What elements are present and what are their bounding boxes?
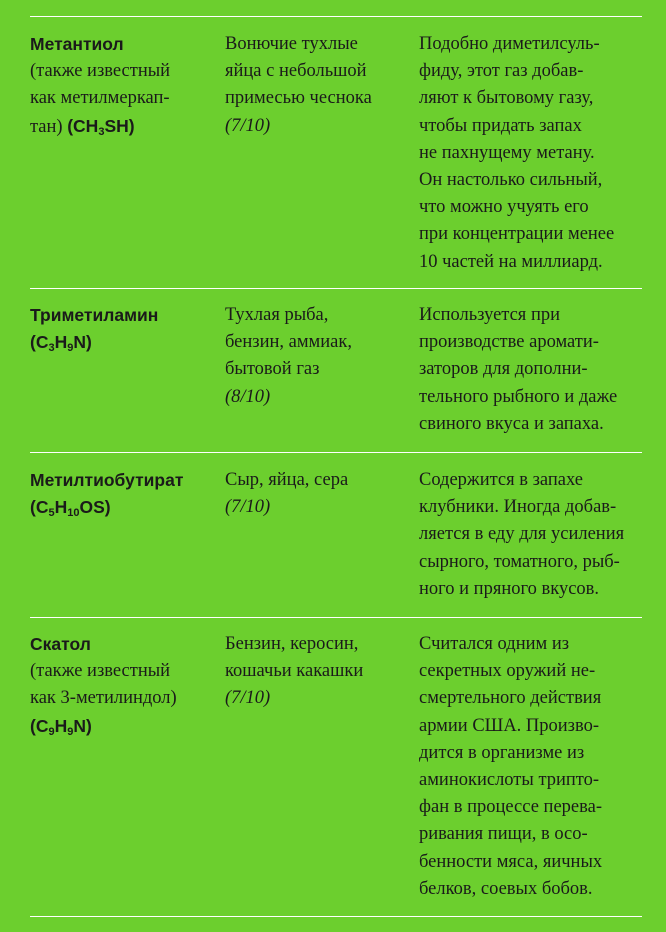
compound-cell <box>30 467 215 521</box>
compound-formula: $(C_9H_9N)$ <box>30 715 92 738</box>
note-text: при концентрации менее <box>419 224 615 245</box>
smell-text: Бензин, керосин, <box>225 634 359 654</box>
note-cell <box>419 31 641 276</box>
note-text: фан в процессе перева- <box>419 797 602 818</box>
note-text: Он настолько сильный, <box>419 170 603 191</box>
note-text: клубники. Иногда добав- <box>419 497 617 518</box>
compound-name: Триметиламин <box>30 305 159 325</box>
note-text: Содержится в запахе <box>419 470 584 490</box>
smell-rating: (7/10) <box>225 115 271 136</box>
compound-cell <box>30 631 215 740</box>
note-text: армии США. Произво- <box>419 715 600 736</box>
compound-formula: $(CH_3SH)$ <box>67 115 135 138</box>
note-text: Используется при <box>419 305 560 325</box>
compound-formula: $(C_5H_{10}OS)$ <box>30 497 111 520</box>
note-text: белков, соевых бобов. <box>419 878 593 899</box>
note-text: ляют к бытовому газу, <box>419 88 594 109</box>
note-text: аминокислоты трипто- <box>419 770 600 791</box>
smell-rating: (7/10) <box>225 497 271 518</box>
table-rule <box>30 916 642 917</box>
note-text: тельного рыбного и даже <box>419 386 618 407</box>
note-text: фиду, этот газ добав- <box>419 61 584 82</box>
table-rule <box>30 452 642 453</box>
smell-cell <box>225 31 405 140</box>
note-text: Подобно диметилсуль- <box>419 34 600 54</box>
note-text: секретных оружий не- <box>419 661 596 682</box>
smell-cell <box>225 631 405 713</box>
compound-name: Метантиол <box>30 34 124 54</box>
smell-cell <box>225 302 405 411</box>
note-text: ного и пряного вкусов. <box>419 578 600 599</box>
compound-name: Скатол <box>30 634 91 654</box>
smell-rating: (8/10) <box>225 386 271 407</box>
note-text: сырного, томатного, рыб- <box>419 551 620 572</box>
note-text: ривания пищи, в осо- <box>419 824 588 845</box>
compound-formula: $(C_3H_9N)$ <box>30 332 92 355</box>
compound-alias: тан) <box>30 116 63 137</box>
note-text: свиного вкуса и запаха. <box>419 413 604 434</box>
smell-text: бытовой газ <box>225 359 320 380</box>
smell-text: Вонючие тухлые <box>225 34 358 54</box>
smell-text: примесью чеснока <box>225 88 372 109</box>
smell-rating: (7/10) <box>225 688 271 709</box>
compound-alias: как метилмеркап- <box>30 88 170 109</box>
compound-name: Метилтиобутират <box>30 470 184 490</box>
note-cell <box>419 302 641 438</box>
note-cell <box>419 631 641 903</box>
table-rule <box>30 16 642 17</box>
compound-alias: (также известный <box>30 61 171 82</box>
note-text: бенности мяса, яичных <box>419 851 603 872</box>
smell-text: кошачьи какашки <box>225 661 364 682</box>
compound-alias: (также известный <box>30 661 171 682</box>
note-text: заторов для дополни- <box>419 359 588 380</box>
note-text: производстве аромати- <box>419 332 599 353</box>
table-rule <box>30 288 642 289</box>
note-text: Считался одним из <box>419 634 570 654</box>
note-text: дится в организме из <box>419 742 585 763</box>
note-text: ляется в еду для усиления <box>419 524 625 545</box>
note-text: не пахнущему метану. <box>419 142 595 163</box>
note-text: 10 частей на миллиард. <box>419 251 603 272</box>
smell-text: Сыр, яйца, сера <box>225 470 349 490</box>
note-cell <box>419 467 641 603</box>
compound-alias-formula-line <box>30 113 215 141</box>
compound-alias: как 3-метилиндол) <box>30 688 177 709</box>
table-rule <box>30 617 642 618</box>
note-text: чтобы придать запах <box>419 115 582 136</box>
smell-text: Тухлая рыба, <box>225 305 329 325</box>
smell-text: яйца с небольшой <box>225 61 367 82</box>
note-text: что можно учуять его <box>419 197 589 218</box>
smell-cell <box>225 467 405 521</box>
note-text: смертельного действия <box>419 688 602 709</box>
compound-cell <box>30 31 215 141</box>
compound-cell <box>30 302 215 356</box>
smell-text: бензин, аммиак, <box>225 332 352 353</box>
